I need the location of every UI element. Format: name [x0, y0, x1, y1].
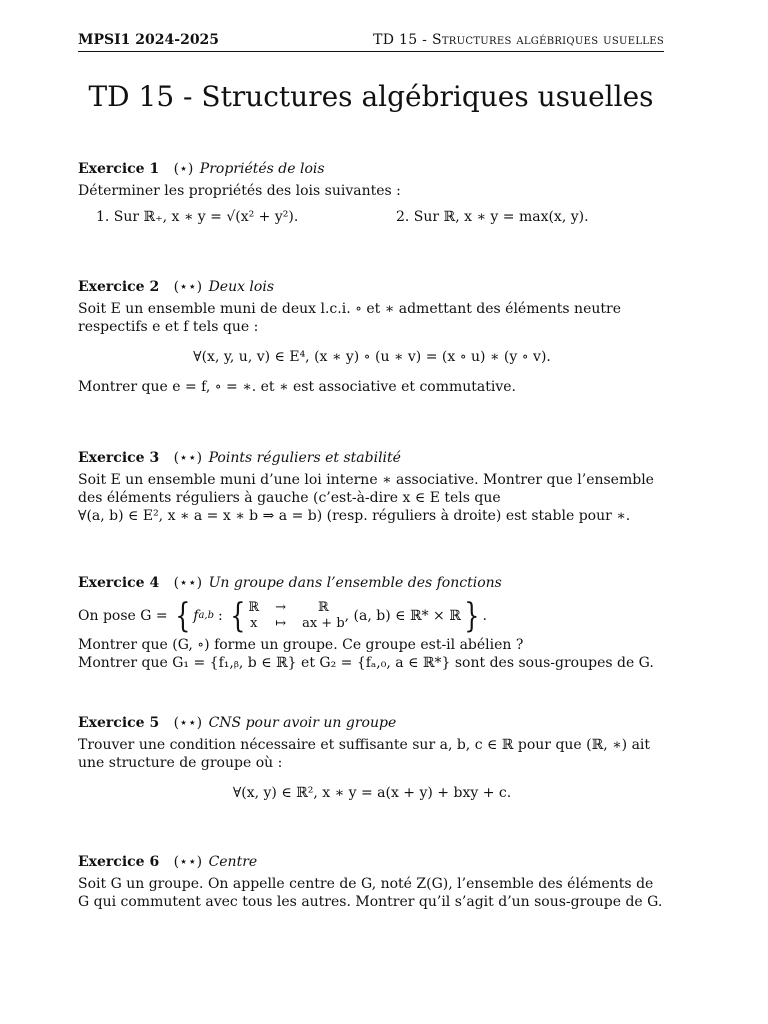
- exercise-text: Montrer que G₁ = {f₁,ᵦ, b ∈ ℝ} et G₂ = {fₐ,₀, a ∈ ℝ*} sont des sous-groupes de G.: [78, 655, 654, 671]
- header-title: TD 15 - Structures algébriques usuelles: [373, 32, 664, 48]
- list-item: 1. Sur ℝ₊, x ∗ y = √(x² + y²).: [96, 209, 299, 225]
- difficulty-stars: (⋆⋆): [173, 715, 203, 731]
- difficulty-stars: (⋆⋆): [173, 279, 203, 295]
- exercise-heading: [78, 449, 666, 467]
- exercise-3: [78, 449, 666, 525]
- display-equation: ∀(x, y) ∈ ℝ², x ∗ y = a(x + y) + bxy + c.: [232, 785, 512, 801]
- case-cell: ℝ: [317, 600, 329, 615]
- case-cell: x: [250, 616, 258, 631]
- function-symbol: f: [193, 608, 199, 624]
- pose-condition: , (a, b) ∈ ℝ* × ℝ: [344, 608, 461, 624]
- function-subscript: a,b: [198, 610, 214, 621]
- exercise-number: Exercice 6: [78, 854, 160, 870]
- list-item: 2. Sur ℝ, x ∗ y = max(x, y).: [396, 209, 589, 225]
- exercise-text: Soit E un ensemble muni d’une loi interne ∗ associative. Montrer que l’ensemble des éléments réguliers à gauche (c’est-à-dire x ∈ E tels que: [78, 472, 654, 506]
- header-course: MPSI1 2024-2025: [78, 32, 220, 48]
- exercise-2: [78, 278, 666, 396]
- exercise-heading: [78, 278, 666, 296]
- exercise-topic: Propriétés de lois: [199, 161, 325, 177]
- exercise-heading: [78, 574, 666, 592]
- exercise-number: Exercice 4: [78, 575, 160, 591]
- exercise-number: Exercice 2: [78, 279, 160, 295]
- display-equation: ∀(x, y, u, v) ∈ E⁴, (x ∗ y) ∘ (u ∗ v) = (x ∘ u) ∗ (y ∘ v).: [193, 349, 551, 365]
- exercise-heading: [78, 853, 666, 871]
- exercise-heading: [78, 160, 666, 178]
- exercise-number: Exercice 3: [78, 450, 160, 466]
- exercise-1: [78, 160, 666, 226]
- exercise-topic: Deux lois: [208, 279, 275, 295]
- exercise-number: Exercice 1: [78, 161, 160, 177]
- pose-text: On pose G =: [78, 608, 168, 624]
- exercise-topic: Un groupe dans l’ensemble des fonctions: [208, 575, 502, 591]
- exercise-text: Montrer que (G, ∘) forme un groupe. Ce groupe est-il abélien ?: [78, 637, 524, 653]
- page-title: TD 15 - Structures algébriques usuelles: [88, 80, 654, 113]
- exercise-text: Montrer que e = f, ∘ = ∗. et ∗ est associative et commutative.: [78, 379, 516, 395]
- right-brace: }: [464, 596, 480, 636]
- exercise-text: Trouver une condition nécessaire et suffisante sur a, b, c ∈ ℝ pour que (ℝ, ∗) ait une structure de groupe où :: [78, 737, 651, 771]
- item-list: [78, 208, 666, 226]
- exercise-text: ∀(a, b) ∈ E², x ∗ a = x ∗ b ⇒ a = b) (resp. réguliers à droite) est stable pour ∗.: [78, 508, 631, 524]
- colon: :: [218, 608, 223, 624]
- page-header: [78, 32, 664, 52]
- left-brace: {: [174, 596, 191, 636]
- cases-brace: {: [229, 596, 246, 636]
- exercise-text: Soit G un groupe. On appelle centre de G, noté Z(G), l’ensemble des éléments de G qui commutent avec tous les autres. Montrer qu’il s’agit d’un sous-groupe de G.: [78, 876, 663, 910]
- exercise-5: [78, 714, 666, 814]
- difficulty-stars: (⋆⋆): [173, 450, 203, 466]
- difficulty-stars: (⋆⋆): [173, 575, 203, 591]
- period: .: [482, 608, 487, 624]
- exercise-heading: [78, 714, 666, 732]
- set-definition: [78, 596, 666, 636]
- exercise-6: [78, 853, 666, 911]
- exercise-topic: CNS pour avoir un groupe: [208, 715, 397, 731]
- exercise-topic: Points réguliers et stabilité: [208, 450, 401, 466]
- exercise-text: Déterminer les propriétés des lois suivantes :: [78, 183, 401, 199]
- difficulty-stars: (⋆): [173, 161, 194, 177]
- difficulty-stars: (⋆⋆): [173, 854, 203, 870]
- case-cell: ax + b: [302, 616, 345, 631]
- case-cell: ℝ: [248, 600, 260, 615]
- exercise-4: [78, 574, 666, 672]
- exercise-text: Soit E un ensemble muni de deux l.c.i. ∘ et ∗ admettant des éléments neutre respectifs e et f tels que :: [78, 301, 621, 335]
- case-cell: →: [275, 600, 287, 615]
- exercise-topic: Centre: [208, 854, 258, 870]
- function-cases: [248, 600, 344, 632]
- exercise-number: Exercice 5: [78, 715, 160, 731]
- case-cell: ↦: [275, 616, 287, 631]
